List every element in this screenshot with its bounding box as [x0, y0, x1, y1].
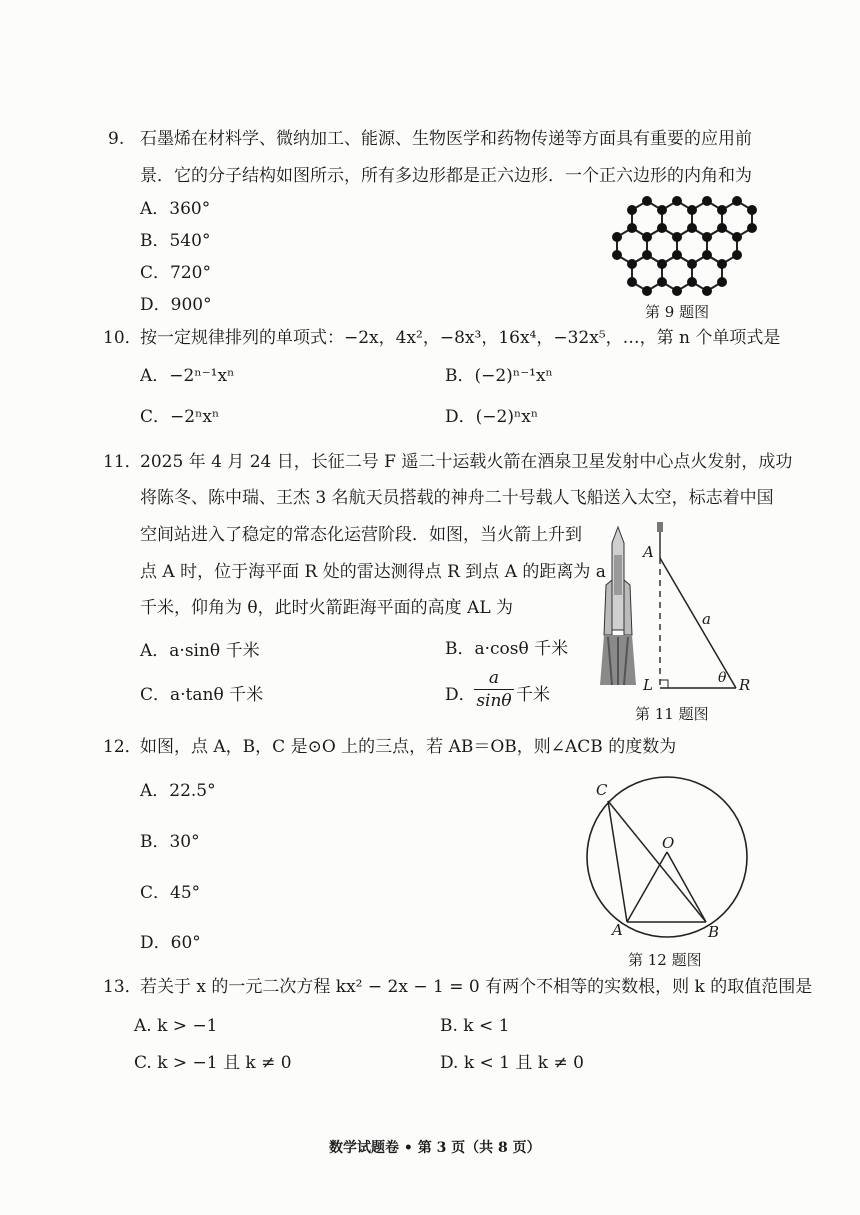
q12-number: 12．: [103, 737, 142, 757]
q11-label-r: R: [739, 676, 751, 694]
q12-option-a: A．22.5°: [140, 781, 216, 801]
q11-option-d: D．: [445, 685, 476, 705]
q10-stem: 按一定规律排列的单项式：−2x，4x²，−8x³，16x⁴，−32x⁵，…，第 n 个单项式是: [140, 328, 781, 348]
q11-option-d-unit: 千米: [516, 685, 550, 705]
q13-option-c: C. k > −1 且 k ≠ 0: [134, 1053, 292, 1073]
q13-option-b: B. k < 1: [440, 1016, 510, 1036]
graphene-figure: [602, 190, 772, 300]
q11-stem-line2: 将陈冬、陈中瑞、王杰 3 名航天员搭载的神舟二十号载人飞船送入太空，标志着中国: [140, 488, 774, 508]
q9-number: 9.: [108, 129, 125, 149]
q13-option-d: D. k < 1 且 k ≠ 0: [440, 1053, 584, 1073]
q12-stem: 如图，点 A，B，C 是⊙O 上的三点，若 AB＝OB，则∠ACB 的度数为: [140, 737, 677, 757]
q9-figure-caption: 第 9 题图: [645, 303, 710, 321]
q11-option-b: B．a·cosθ 千米: [445, 639, 569, 659]
q11-option-a: A．a·sinθ 千米: [140, 641, 260, 661]
q12-option-d: D．60°: [140, 933, 201, 953]
q10-number: 10．: [103, 328, 142, 348]
q11-label-l: L: [643, 676, 653, 694]
q10-option-c: C．−2ⁿxⁿ: [140, 407, 220, 427]
q11-stem-line3: 空间站进入了稳定的常态化运营阶段．如图，当火箭上升到: [140, 525, 582, 545]
q11-stem-line5: 千米，仰角为 θ，此时火箭距海平面的高度 AL 为: [140, 598, 514, 618]
q9-stem-line1: 石墨烯在材料学、微纳加工、能源、生物医学和药物传递等方面具有重要的应用前: [140, 129, 752, 149]
q9-option-a: A．360°: [140, 199, 211, 219]
q12-figure-caption: 第 12 题图: [628, 951, 702, 969]
q11-number: 11．: [103, 452, 142, 472]
q12-label-c: C: [596, 781, 608, 799]
q9-stem-line2: 景．它的分子结构如图所示，所有多边形都是正六边形．一个正六边形的内角和为: [140, 166, 752, 186]
rocket-icon: [598, 525, 638, 690]
q13-stem: 若关于 x 的一元二次方程 kx² − 2x − 1 = 0 有两个不相等的实数根，则 k 的取值范围是: [140, 977, 813, 997]
q11-option-c: C．a·tanθ 千米: [140, 685, 264, 705]
q9-option-b: B．540°: [140, 231, 211, 251]
q9-option-c: C．720°: [140, 263, 211, 283]
q11-label-a-point: A: [643, 543, 654, 561]
q12-option-b: B．30°: [140, 832, 200, 852]
page-footer: 数学试题卷 • 第 3 页（共 8 页）: [329, 1140, 541, 1156]
q10-option-b: B．(−2)ⁿ⁻¹xⁿ: [445, 366, 553, 386]
q13-number: 13．: [103, 977, 142, 997]
q12-label-o: O: [662, 834, 675, 852]
q11-option-d-fraction: [474, 668, 514, 711]
q11-label-a-length: a: [702, 610, 711, 628]
q11-stem-line4: 点 A 时，位于海平面 R 处的雷达测得点 R 到点 A 的距离为 a: [140, 562, 606, 582]
q11-figure-caption: 第 11 题图: [635, 705, 709, 723]
q12-label-b: B: [708, 923, 720, 941]
q11-option-d-denominator: sinθ: [476, 691, 512, 711]
q13-option-a: A. k > −1: [134, 1016, 218, 1036]
q12-label-a: A: [612, 921, 623, 939]
q12-option-c: C．45°: [140, 883, 201, 903]
q10-option-a: A．−2ⁿ⁻¹xⁿ: [140, 366, 235, 386]
q11-triangle-figure: [640, 520, 760, 695]
q9-option-d: D．900°: [140, 295, 212, 315]
q11-label-theta: θ: [718, 670, 727, 686]
q11-stem-line1: 2025 年 4 月 24 日，长征二号 F 遥二十运载火箭在酒泉卫星发射中心点火发射，成功: [140, 452, 793, 472]
q11-option-d-numerator: a: [488, 668, 500, 688]
q10-option-d: D．(−2)ⁿxⁿ: [445, 407, 539, 427]
